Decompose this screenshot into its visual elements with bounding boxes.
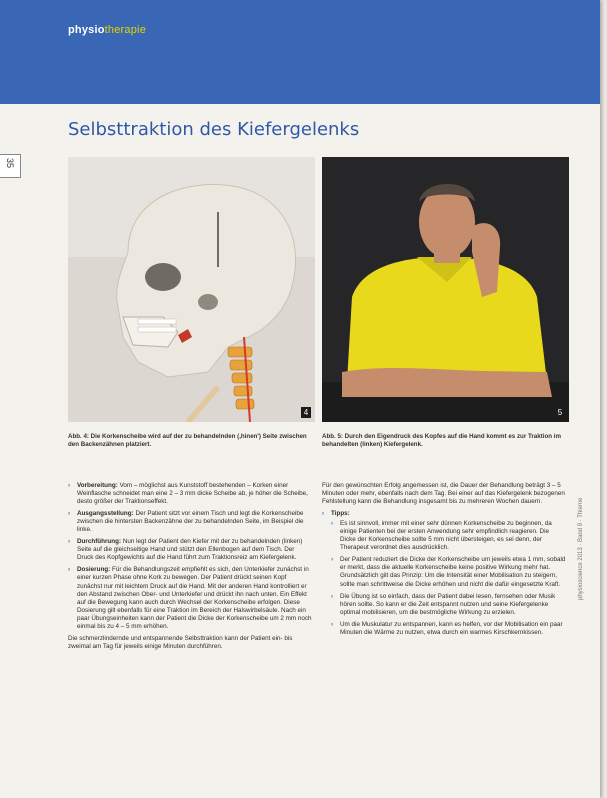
item-text: Nun legt der Patient den Kiefer mit der zu behandelnden (linken) Seite auf die gleichseitige Hand und stützt den Ellenbogen auf dem Tisch. Der Druck des Kopfgewichts auf die Hand führt zum Traktionsreiz am Kiefergelenk.	[77, 538, 303, 562]
item-heading: Vorbereitung:	[77, 482, 118, 489]
header-band	[0, 0, 600, 104]
item-text: Der Patient sitzt vor einem Tisch und legt die Korkenscheibe zwischen die hintersten Backenzähne der zu behandelnden Seite, im Beispiel die linke.	[77, 510, 304, 534]
tip-item: › Die Übung ist so einfach, dass der Patient dabei lesen, fernsehen oder Musik hören sollte. So kann er die Zeit entspannt nutzen und seine Kiefergelenke optimal mobilisieren, um die bestmögliche Wirkung zu erzielen.	[322, 593, 566, 617]
figure-skull	[68, 157, 315, 422]
tip-item: › Es ist sinnvoll, immer mit einer sehr dünnen Korkenscheibe zu beginnen, da einige Patienten bei der ersten Anwendung sehr empfindlich reagieren. Die Dicke der Korkenscheibe sollte 5 mm nicht übersteigen, es sei denn, der Therapeut verordnet dies ausdrücklich.	[322, 520, 566, 552]
closing-paragraph: Die schmerzlindernde und entspannende Selbsttraktion kann der Patient ein- bis zweimal am Tag für jeweils einige Minuten durchführen.	[68, 634, 293, 650]
figure-caption	[68, 433, 313, 449]
tip-item: › Um die Muskulatur zu entspannen, kann es helfen, vor der Mobilisation ein paar Minuten die Wärme zu nutzen, etwa durch ein warmes Kirschkernkissen.	[322, 621, 566, 637]
brand-part1: physio	[68, 24, 105, 36]
caption-text: Abb. 5: Durch den Eigendruck des Kopfes auf die Hand kommt es zur Traktion im behandelten (linken) Kiefergelenk.	[322, 433, 561, 448]
figure-number: 5	[555, 407, 565, 418]
text-column-right	[322, 482, 566, 641]
page-title: Selbsttraktion des Kiefergelenks	[68, 119, 360, 140]
item-text: Für die Behandlungszeit empfiehlt es sich, den Unterkiefer zunächst in einer kurzen Phase ohne Kork zu bewegen. Der Patient drückt seinen Kopf zunächst nur mit leichtem Druck auf die Hand. Mit der anderen Hand kontrolliert er den Abstand zwischen Ober- und Unterkiefer und drückt ihn nach unten. Ein Effekt auf die Bewegung kann auch durch Wechsel der Korkenscheibe erfolgen. Diese Dosierung gilt ebenfalls für eine Traktion im Bereich der Halswirbelsäule. Nach ein paar Übungseinheiten kann der Patient die Dicke der Korkenscheibe um 2 mm noch einmal bis zu 4 – 5 mm erhöhen.	[77, 566, 312, 630]
item-heading: Dosierung:	[77, 566, 111, 574]
side-tab-label: 35	[5, 157, 16, 169]
list-item	[68, 510, 312, 534]
skull-illustration	[68, 157, 315, 422]
tips-heading: › Tipps:	[322, 510, 566, 518]
figure-man	[322, 157, 569, 422]
man-photo	[322, 157, 569, 422]
item-heading: Durchführung:	[77, 538, 122, 546]
tip-item: › Der Patient reduziert die Dicke der Korkenscheibe um jeweils etwa 1 mm, sobald er merkt, dass die aktuelle Korkenscheibe keine positive Wirkung mehr hat. Grundsätzlich gilt das Prinzip: Um die Intensität einer Mobilisation zu steigern, sollte man schrittweise die Dicke erhöhen und nicht die dafür eingesetzte Kraft.	[322, 556, 566, 588]
page-side-tab	[0, 154, 21, 178]
list-item	[68, 566, 312, 630]
text-column-left	[68, 482, 312, 651]
figure-caption	[322, 433, 567, 449]
item-text: Vom – möglichst aus Kunststoff bestehenden – Korken einer Weinflasche schneidet man eine 2 – 3 mm dicke Scheibe ab, je höher die Scheibe, desto größer der Traktionseffekt.	[77, 482, 308, 506]
item-heading: Ausgangsstellung:	[77, 510, 134, 518]
brand-logo	[68, 24, 146, 36]
figure-number: 4	[301, 407, 311, 418]
caption-text: Abb. 4: Die Korkenscheibe wird auf der zu behandelnden (,hinen') Seite zwischen den Backenzähnen platziert.	[68, 433, 307, 448]
intro-paragraph: Für den gewünschten Erfolg angemessen ist, die Dauer der Behandlung beträgt 3 – 5 Minuten oder mehr, ebenfalls nach dem Tag. Bei einer auf das Kiefergelenk bezogenen Fehlstellung kann die Behandlung insgesamt bis zu mehreren Wochen dauern.	[322, 482, 565, 506]
journal-footer-note: physioscience 2013 · Band 9 · Thieme	[578, 497, 584, 600]
list-item	[68, 482, 312, 506]
list-item	[68, 538, 312, 562]
brand-part2: therapie	[104, 24, 147, 36]
